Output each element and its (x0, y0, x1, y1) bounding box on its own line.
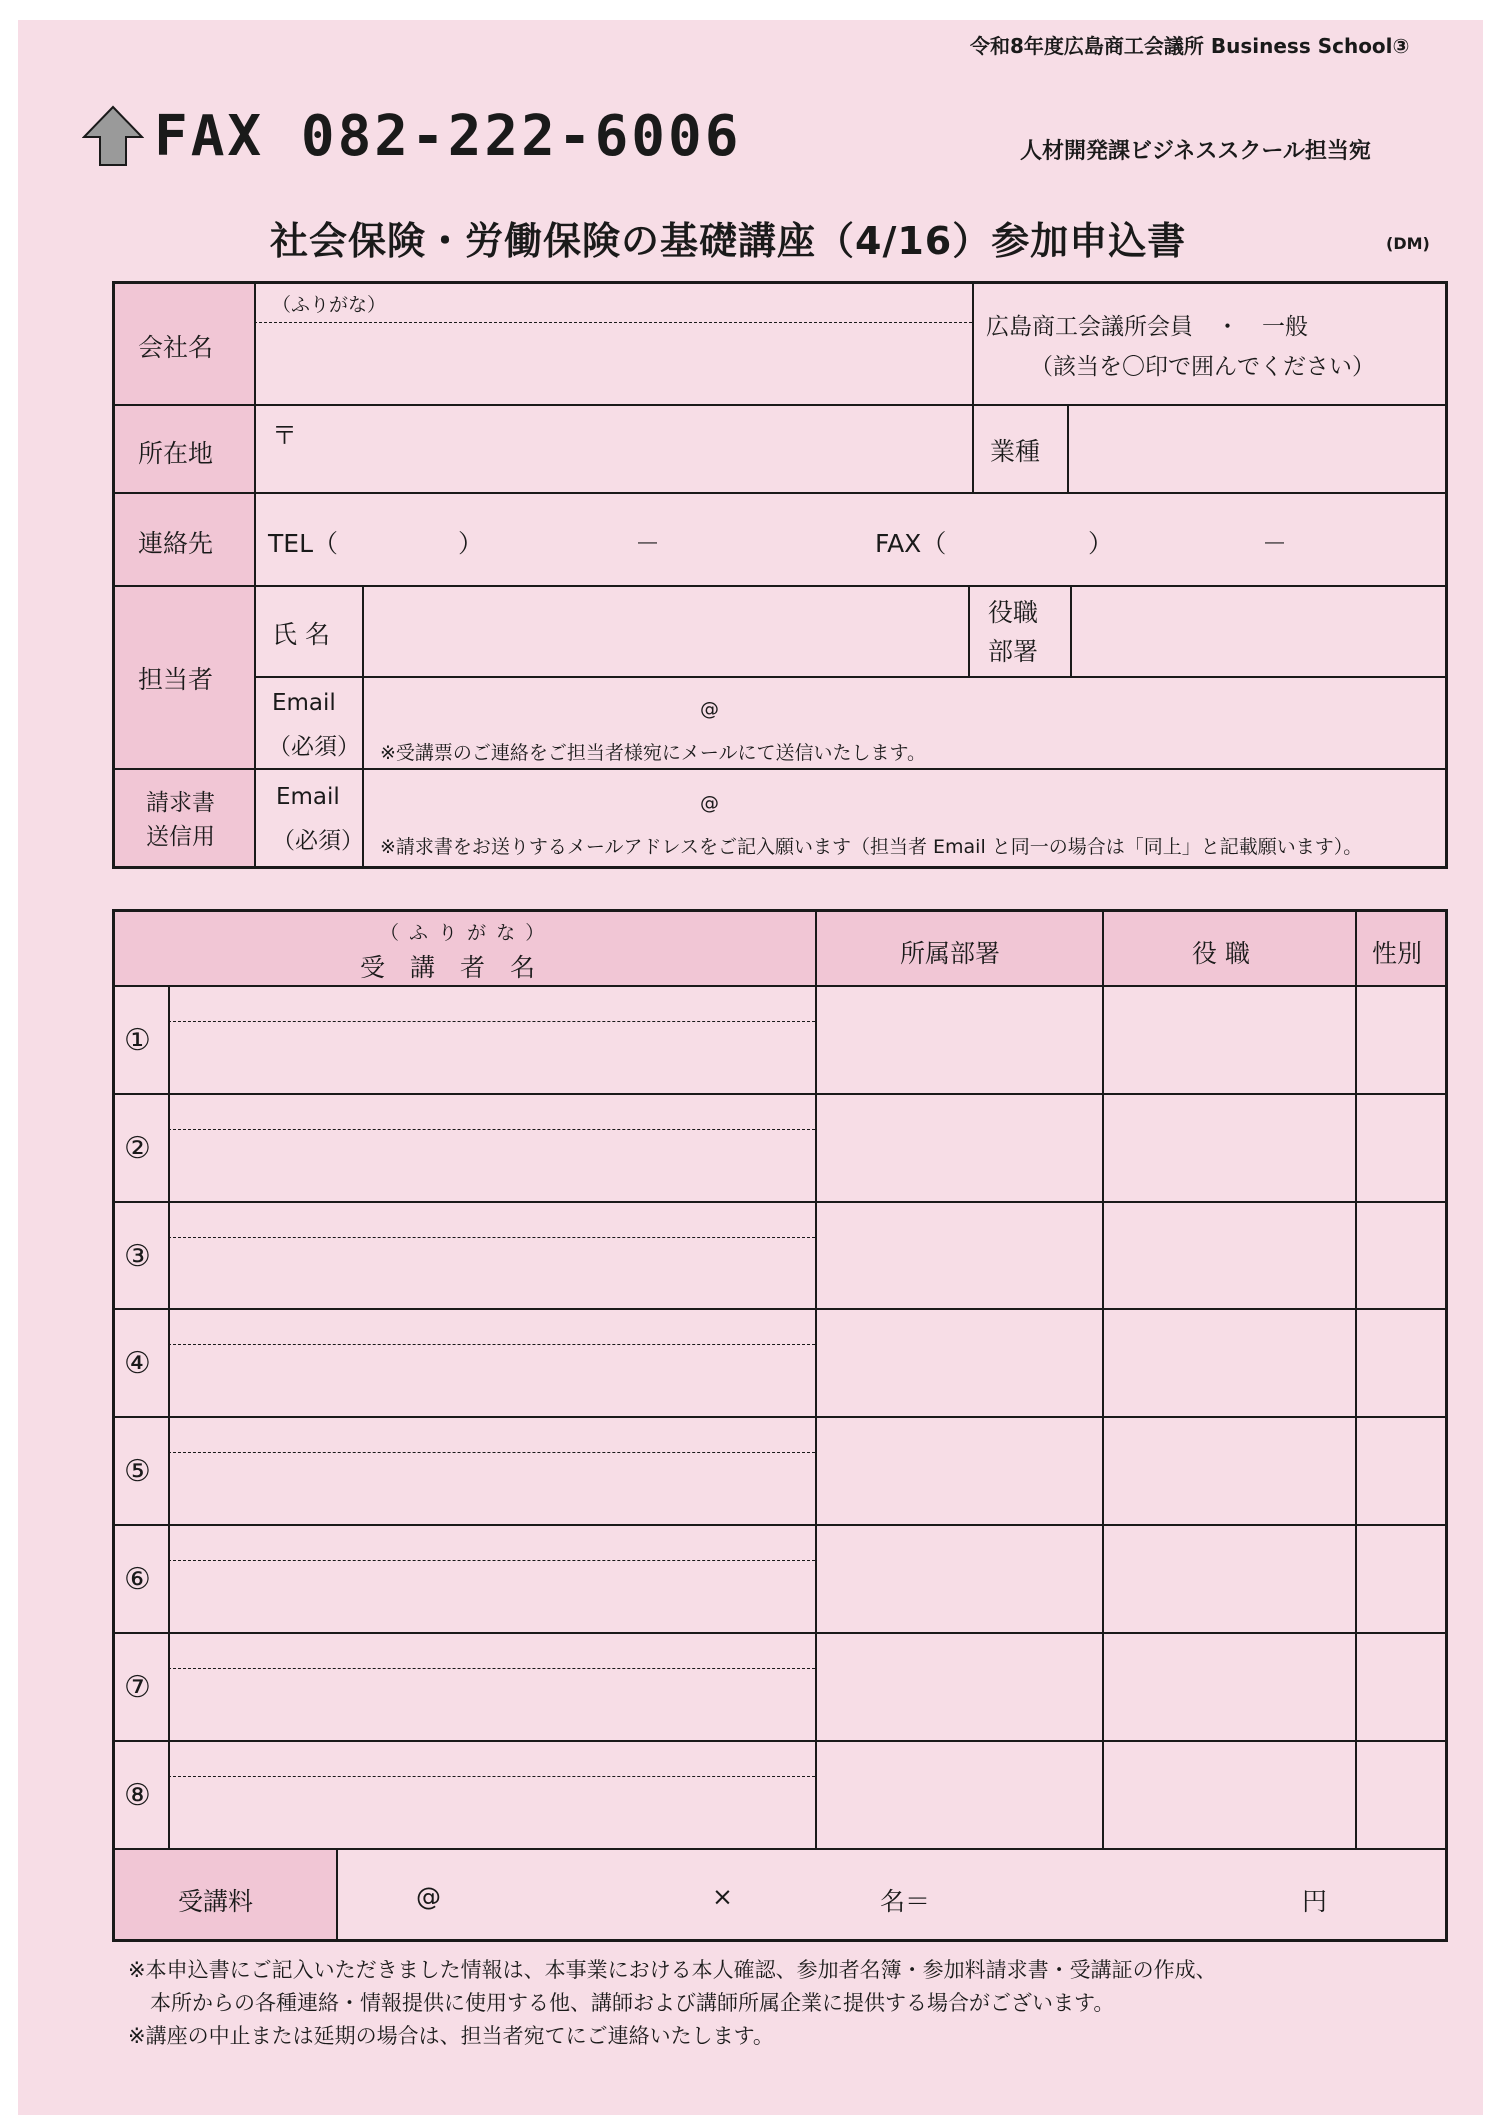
privacy-note-2: 本所からの各種連絡・情報提供に使用する他、講師および講師所属企業に提供する場合がございます。 (150, 1991, 1115, 2015)
participant-dept-field[interactable] (819, 1420, 1099, 1520)
fee-at[interactable]: @ (416, 1882, 441, 1911)
participant-gender-field[interactable] (1359, 1205, 1445, 1305)
postal-mark: 〒 (272, 421, 298, 450)
participant-gender-field[interactable] (1359, 1636, 1445, 1736)
row-divider (254, 676, 1448, 678)
role-label: 役職 (988, 598, 1039, 627)
participant-gender-field[interactable] (1359, 1097, 1445, 1197)
cancellation-note: ※講座の中止または延期の場合は、担当者宛てにご連絡いたします。 (128, 2024, 774, 2048)
col-divider (254, 281, 256, 869)
participant-role-field[interactable] (1106, 1097, 1352, 1197)
participant-name-field[interactable] (172, 1744, 812, 1844)
invoice-label-2: 送信用 (146, 824, 215, 850)
row-divider (112, 1740, 1448, 1742)
participant-name-field[interactable] (172, 1420, 812, 1520)
row-divider (112, 1524, 1448, 1526)
row-divider (112, 1201, 1448, 1203)
person-label: 担当者 (138, 665, 214, 694)
participant-role-field[interactable] (1106, 1636, 1352, 1736)
participant-gender-field[interactable] (1359, 1528, 1445, 1628)
industry-field[interactable] (1080, 416, 1435, 486)
page-title: 社会保険・労働保険の基礎講座（4/16）参加申込書 (270, 219, 1187, 263)
participant-gender-field[interactable] (1359, 1744, 1445, 1844)
email-label: Email (272, 690, 336, 716)
participant-role-field[interactable] (1106, 1528, 1352, 1628)
participant-role-field[interactable] (1106, 1420, 1352, 1520)
row-divider (112, 585, 1448, 587)
participant-row-number: ⑥ (124, 1562, 151, 1597)
participant-furigana-header: （ ふ り が な ） (380, 922, 547, 944)
address-field[interactable] (300, 416, 960, 486)
row-divider (112, 1848, 1448, 1850)
role-header: 役 職 (1192, 939, 1250, 968)
fax-close: ） (1088, 529, 1114, 558)
participant-name-field[interactable] (172, 1205, 812, 1305)
col-divider (1102, 909, 1104, 1849)
col-divider (815, 909, 817, 1849)
fee-yen[interactable]: 円 (1302, 1887, 1328, 1916)
row-divider (112, 492, 1448, 494)
participant-role-field[interactable] (1106, 1205, 1352, 1305)
row-divider (112, 1308, 1448, 1310)
col-divider (336, 1848, 338, 1942)
col-divider (1067, 404, 1069, 492)
invoice-label-1: 請求書 (146, 790, 215, 816)
tel-dash: － (635, 529, 661, 558)
participant-name-field[interactable] (172, 1528, 812, 1628)
participant-gender-field[interactable] (1359, 1420, 1445, 1520)
participant-row-number: ⑧ (124, 1777, 151, 1813)
person-role-field[interactable] (1085, 600, 1435, 665)
name-label: 氏 名 (272, 620, 330, 649)
participant-dept-field[interactable] (819, 989, 1099, 1089)
row-divider (112, 404, 1448, 406)
gender-header: 性別 (1372, 939, 1423, 968)
participant-name-field[interactable] (172, 1097, 812, 1197)
company-name-field[interactable] (280, 326, 960, 396)
row-divider (112, 1416, 1448, 1418)
col-divider (972, 404, 974, 492)
row-divider (112, 1093, 1448, 1095)
invoice-note: ※請求書をお送りするメールアドレスをご記入願います（担当者 Email と同一の場合は「同上」と記載願います）。 (380, 836, 1363, 858)
participant-row-number: ③ (124, 1238, 151, 1274)
participant-gender-field[interactable] (1359, 989, 1445, 1089)
row-divider (112, 985, 1448, 987)
participant-role-field[interactable] (1106, 1312, 1352, 1412)
col-divider (968, 585, 970, 676)
company-label: 会社名 (138, 333, 214, 362)
col-divider (1070, 585, 1072, 676)
program-label: 令和8年度広島商工会議所 Business School③ (970, 34, 1410, 58)
email-required: （必須） (268, 734, 360, 760)
fax-label: FAX（ (875, 529, 947, 558)
participant-name-field[interactable] (172, 1312, 812, 1412)
participant-role-field[interactable] (1106, 989, 1352, 1089)
address-label: 所在地 (138, 439, 214, 468)
participant-row-number: ⑦ (124, 1669, 151, 1705)
participant-row-number: ⑤ (124, 1454, 151, 1490)
tel-close: ） (458, 529, 484, 558)
company-furigana-label: （ふりがな） (272, 294, 387, 316)
participant-name-field[interactable] (172, 989, 812, 1089)
participant-name-header: 受 講 者 名 (360, 953, 536, 982)
col-divider (1355, 909, 1357, 1849)
email-at[interactable]: @ (700, 698, 719, 720)
fax-header (82, 105, 741, 167)
fax-dash: － (1262, 529, 1288, 558)
contact-label: 連絡先 (138, 529, 214, 558)
participant-row-number: ① (124, 1023, 151, 1058)
fee-label: 受講料 (178, 1887, 254, 1916)
up-arrow-icon (82, 105, 144, 167)
participant-name-field[interactable] (172, 1636, 812, 1736)
participant-dept-field[interactable] (819, 1312, 1099, 1412)
participant-dept-field[interactable] (819, 1636, 1099, 1736)
participant-row-number: ④ (124, 1346, 151, 1382)
furigana-line (254, 322, 972, 323)
privacy-note-1: ※本申込書にご記入いただきました情報は、本事業における本人確認、参加者名簿・参加料請求書・受講証の作成、 (128, 1958, 1217, 1982)
attention-label: 人材開発課ビジネススクール担当宛 (1020, 139, 1371, 164)
fee-times: × (712, 1882, 733, 1911)
row-divider (112, 768, 1448, 770)
dept-label: 部署 (988, 637, 1039, 666)
invoice-email-label: Email (276, 784, 340, 810)
participant-dept-field[interactable] (819, 1744, 1099, 1844)
membership-options[interactable]: 広島商工会議所会員 ・ 一般 (986, 314, 1308, 340)
participant-dept-field[interactable] (819, 1205, 1099, 1305)
email-note: ※受講票のご連絡をご担当者様宛にメールにて送信いたします。 (380, 742, 927, 764)
industry-label: 業種 (990, 437, 1041, 466)
person-name-field[interactable] (380, 600, 960, 665)
membership-note: （該当を〇印で囲んでください） (1030, 354, 1375, 380)
participant-role-field[interactable] (1106, 1744, 1352, 1844)
row-divider (112, 1632, 1448, 1634)
fee-people[interactable]: 名＝ (880, 1887, 931, 1916)
fax-number: FAX 082-222-6006 (154, 103, 742, 169)
participant-dept-field[interactable] (819, 1097, 1099, 1197)
invoice-email-at[interactable]: @ (700, 792, 719, 814)
dept-header: 所属部署 (900, 939, 1001, 968)
invoice-email-required: （必須） (272, 828, 364, 854)
participant-gender-field[interactable] (1359, 1312, 1445, 1412)
col-divider (972, 281, 974, 404)
tel-label: TEL（ (268, 529, 338, 558)
participant-row-number: ② (124, 1130, 151, 1166)
participant-dept-field[interactable] (819, 1528, 1099, 1628)
dm-label: (DM) (1386, 234, 1430, 253)
